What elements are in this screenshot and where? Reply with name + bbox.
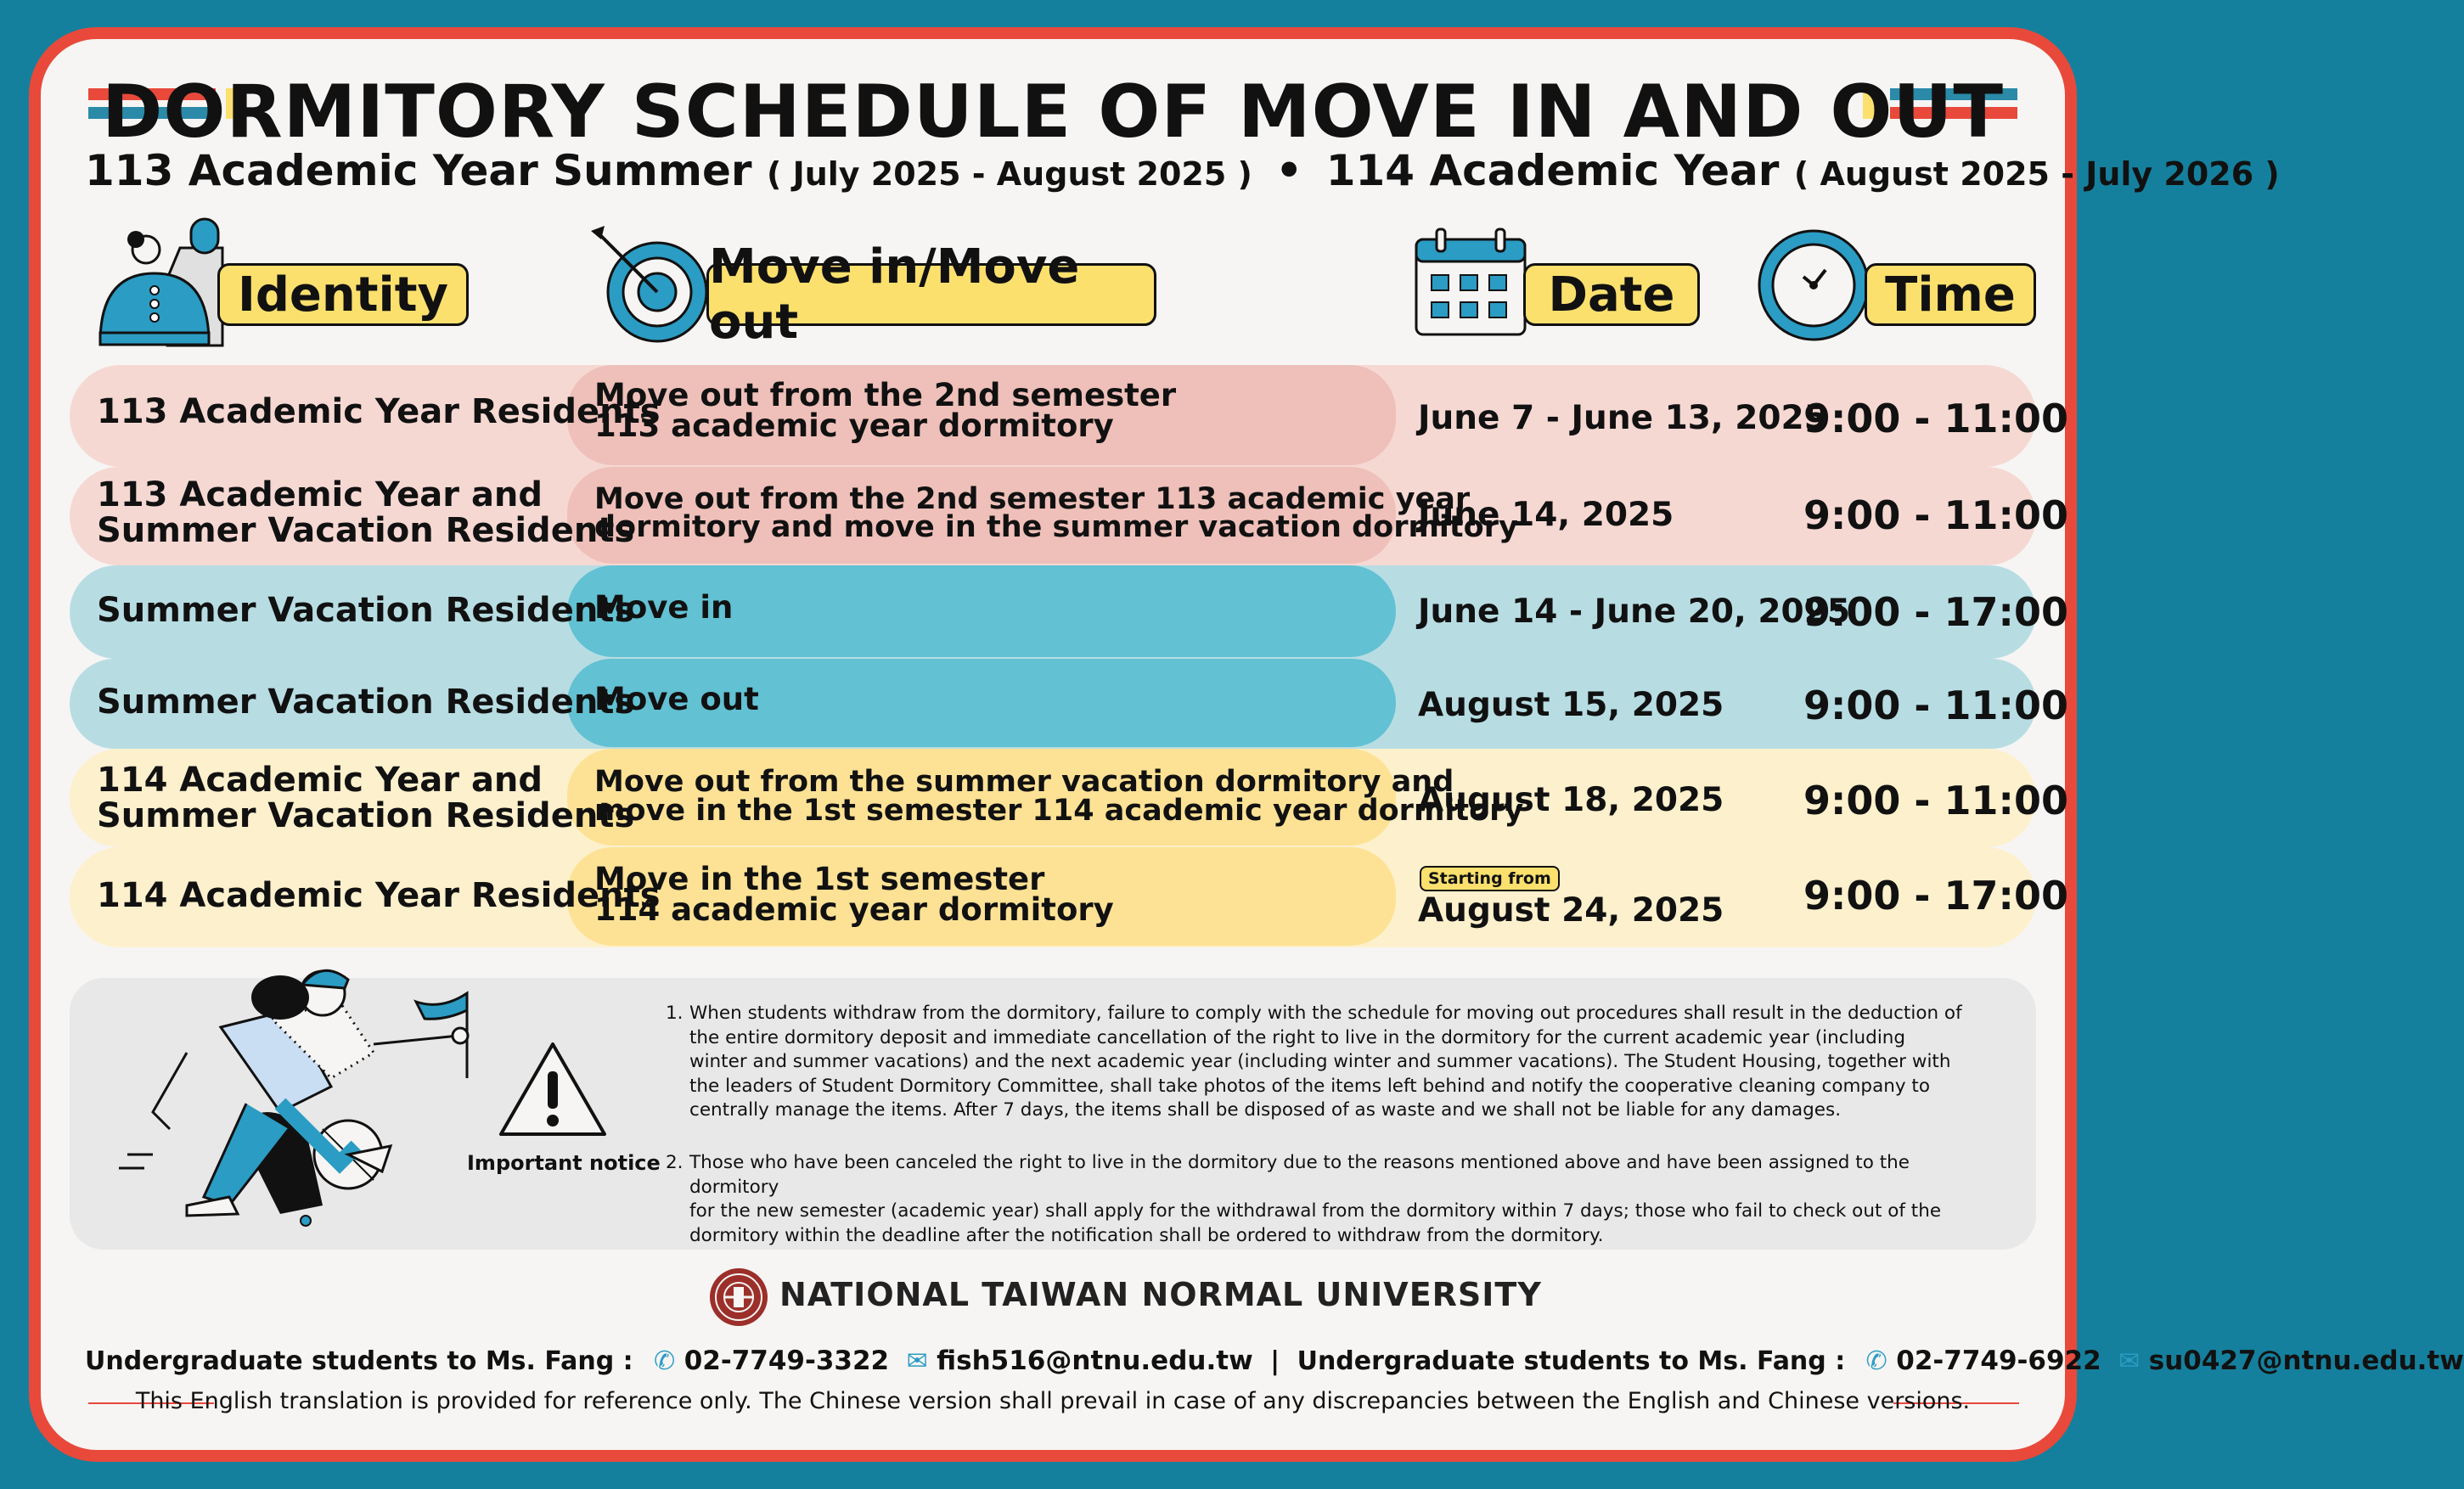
subtitle-bullet: •: [1275, 146, 1303, 195]
notice-item-1-line-2: the entire dormitory deposit and immediate cancellation of the right to live in the dormitory for the current academic year (including: [689, 1026, 1906, 1048]
header-time: Time: [1865, 263, 2036, 326]
row-5-identity: [97, 762, 634, 834]
row-1-identity: [97, 394, 661, 430]
page-subtitle: [85, 146, 2280, 195]
row-3-identity-line: Summer Vacation Residents: [97, 591, 635, 630]
notice-item-1: [666, 1002, 1990, 1123]
phone-icon: ✆: [654, 1346, 676, 1376]
row-6-move-line-2: 114 academic year dormitory: [594, 891, 1114, 928]
row-2-identity: [97, 477, 634, 548]
contact-separator: |: [1270, 1346, 1280, 1376]
row-5-move-line-2: move in the 1st semester 114 academic year dormitory: [594, 794, 1524, 828]
contact-line: [85, 1346, 2464, 1376]
header-date: Date: [1523, 263, 1700, 326]
header-move: Move in/Move out: [706, 263, 1156, 326]
notice-item-1-line-1: When students withdraw from the dormitory, failure to comply with the schedule for moving out procedures shall result in the deduction of: [689, 1003, 1962, 1024]
row-5-move-line-1: Move out from the summer vacation dormitory and: [594, 765, 1454, 799]
notice-item-2-line-1: Those who have been canceled the right to live in the dormitory due to the reasons mentioned above and have been assigned to the dormitory: [689, 1152, 1910, 1198]
row-2-move: [594, 482, 1518, 544]
contact-1-email[interactable]: fish516@ntnu.edu.tw: [937, 1346, 1253, 1376]
subtitle-range-114: ( August 2025 - July 2026 ): [1793, 155, 2280, 193]
header-identity: Identity: [217, 263, 469, 326]
row-3-date: June 14 - June 20, 2025: [1418, 593, 1850, 631]
row-3-identity: [97, 593, 634, 628]
notice-item-2-number: 2.: [666, 1152, 684, 1173]
running-people-illustration: [119, 959, 492, 1239]
identity-icon: [95, 214, 222, 350]
important-notice-label: Important notice: [467, 1151, 661, 1175]
row-2-date: June 14, 2025: [1418, 496, 1674, 534]
row-2-move-line-2: dormitory and move in the summer vacation dormitory: [594, 510, 1518, 544]
row-2-identity-line-2: Summer Vacation Residents: [97, 511, 635, 550]
row-6-identity: [97, 878, 661, 913]
notice-item-2: [666, 1151, 1990, 1248]
row-4-time: 9:00 - 11:00: [1803, 683, 2068, 728]
row-1-move-line-1: Move out from the 2nd semester: [594, 377, 1177, 413]
email-icon: ✉: [906, 1346, 928, 1376]
row-6-identity-line: 114 Academic Year Residents: [97, 876, 661, 915]
contact-1-phone[interactable]: 02-7749-3322: [684, 1346, 890, 1376]
row-2-time: 9:00 - 11:00: [1803, 492, 2068, 538]
row-4-identity: [97, 684, 634, 720]
row-1-move: [594, 377, 1177, 444]
row-4-date: August 15, 2025: [1418, 686, 1724, 724]
notice-item-2-line-3: dormitory within the deadline after the notification shall be ordered to withdraw from the dormitory.: [689, 1224, 1604, 1246]
starting-from-badge: Starting from: [1420, 866, 1560, 891]
row-3-move-line: Move in: [594, 589, 734, 626]
row-5-date: August 18, 2025: [1418, 781, 1724, 819]
row-1-move-line-2: 113 academic year dormitory: [594, 407, 1114, 444]
row-1-identity-line: 113 Academic Year Residents: [97, 392, 661, 431]
row-5-identity-line-2: Summer Vacation Residents: [97, 796, 635, 835]
row-6-date: August 24, 2025: [1418, 891, 1724, 930]
subtitle-range-summer: ( July 2025 - August 2025 ): [766, 155, 1252, 193]
disclaimer-text: This English translation is provided for reference only. The Chinese version shall prevail in case of any discrepancies between the English and Chinese versions.: [135, 1388, 1971, 1414]
contact-2-email[interactable]: su0427@ntnu.edu.tw: [2148, 1346, 2464, 1376]
contact-1-label: Undergraduate students to Ms. Fang :: [85, 1346, 633, 1376]
subtitle-year-114: 114 Academic Year: [1325, 146, 1780, 195]
row-5-time: 9:00 - 11:00: [1803, 778, 2068, 823]
notice-item-1-line-5: centrally manage the items. After 7 days, the items shall be disposed of as waste and we shall not be liable for any damages.: [689, 1099, 1842, 1121]
page-title: DORMITORY SCHEDULE OF MOVE IN AND OUT: [101, 70, 2005, 155]
row-6-time: 9:00 - 17:00: [1803, 873, 2068, 919]
row-3-time: 9:00 - 17:00: [1803, 589, 2068, 635]
row-6-move: [594, 861, 1114, 928]
subtitle-year-summer: 113 Academic Year Summer: [85, 146, 752, 195]
row-2-move-line-1: Move out from the 2nd semester 113 academic year: [594, 482, 1471, 516]
notice-item-1-line-4: the leaders of Student Dormitory Committee, shall take photos of the items left behind and notify the cooperative cleaning company to: [689, 1075, 1931, 1097]
university-name: NATIONAL TAIWAN NORMAL UNIVERSITY: [779, 1276, 1542, 1313]
phone-icon: ✆: [1865, 1346, 1887, 1376]
row-4-move: [594, 681, 759, 717]
row-4-move-line: Move out: [594, 681, 759, 717]
calendar-icon: [1413, 228, 1528, 340]
row-5-identity-line-1: 114 Academic Year and: [97, 761, 543, 800]
row-5-move: [594, 765, 1524, 828]
row-2-identity-line-1: 113 Academic Year and: [97, 475, 543, 514]
notice-item-1-number: 1.: [666, 1003, 684, 1024]
row-1-time: 9:00 - 11:00: [1803, 396, 2068, 441]
notice-item-2-line-2: for the new semester (academic year) shall apply for the withdrawal from the dormitory within 7 days; those who fail to check out of the: [689, 1200, 1942, 1222]
email-icon: ✉: [2118, 1346, 2141, 1376]
row-3-move: [594, 589, 734, 626]
contact-2-label: Undergraduate students to Ms. Fang :: [1297, 1346, 1846, 1376]
row-1-date: June 7 - June 13, 2025: [1418, 399, 1827, 437]
warning-icon: [496, 1039, 610, 1141]
target-icon: [586, 222, 713, 350]
contact-2-phone[interactable]: 02-7749-6922: [1896, 1346, 2101, 1376]
clock-icon: [1756, 228, 1871, 343]
row-6-move-line-1: Move in the 1st semester: [594, 861, 1045, 897]
row-4-identity-line: Summer Vacation Residents: [97, 683, 635, 722]
notice-item-1-line-3: winter and summer vacations) and the next academic year (including winter and summer vacations). The Student Housing, together with: [689, 1051, 1951, 1072]
university-seal-icon: [708, 1267, 769, 1328]
